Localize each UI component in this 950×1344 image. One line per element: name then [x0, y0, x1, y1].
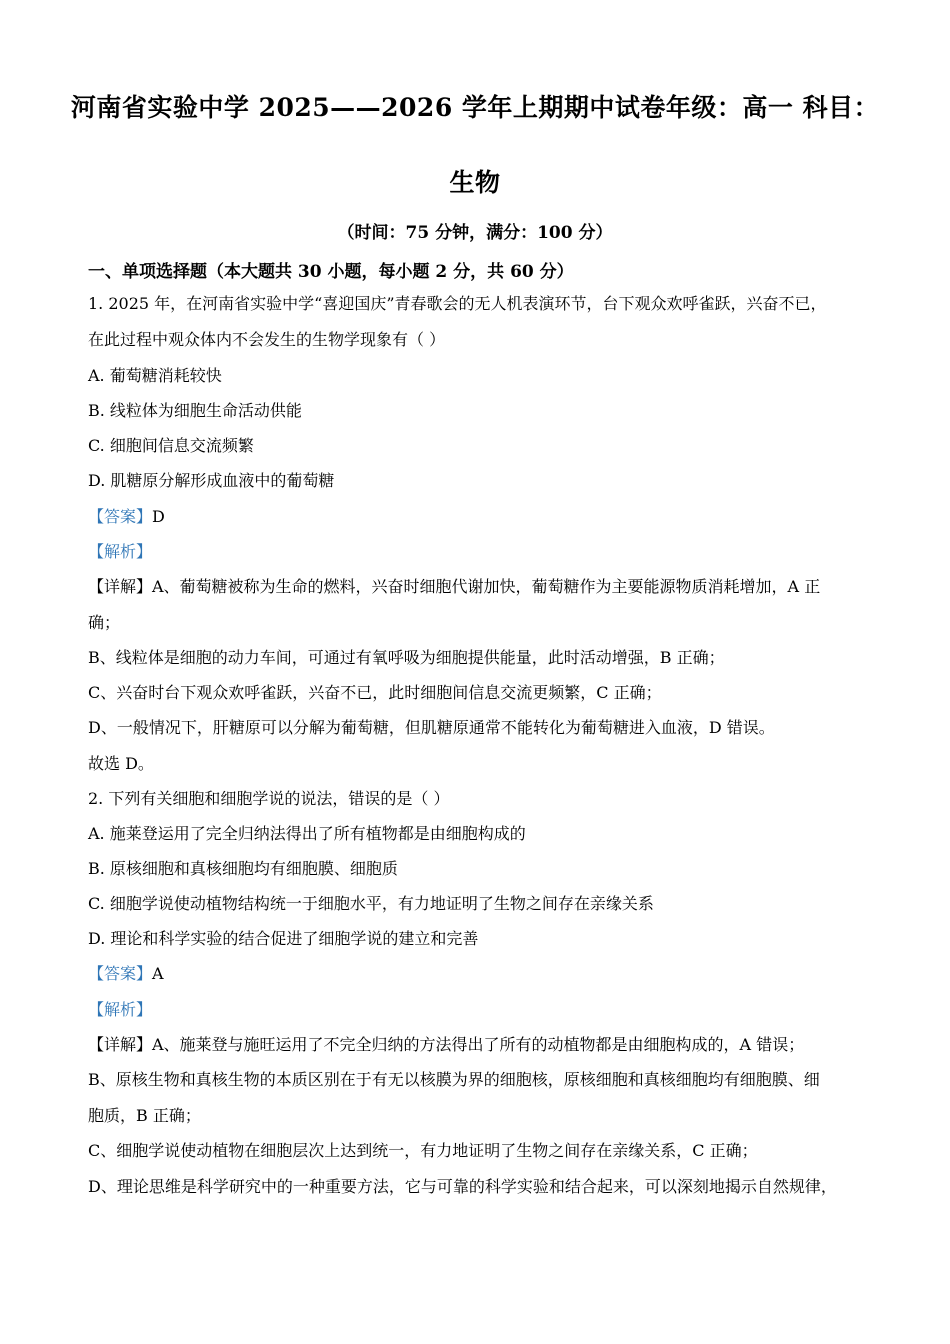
answer-value: D: [152, 507, 165, 526]
q2-detail-line4: C、细胞学说使动植物在细胞层次上达到统一，有力地证明了生物之间存在亲缘关系，C 正确；: [88, 1141, 758, 1160]
q1-detail-line3: B、线粒体是细胞的动力车间，可通过有氧呼吸为细胞提供能量，此时活动增强，B 正确；: [88, 648, 725, 667]
page-title: 河南省实验中学 2025——2026 学年上期期中试卷年级：高一 科目：: [70, 93, 880, 122]
q2-option-d: D. 理论和科学实验的结合促进了细胞学说的建立和完善: [88, 929, 479, 948]
q1-option-d: D. 肌糖原分解形成血液中的葡萄糖: [88, 471, 335, 490]
q2-detail-line3: 胞质，B 正确；: [88, 1106, 201, 1125]
q1-stem-line1: 1. 2025 年，在河南省实验中学“喜迎国庆”青春歌会的无人机表演环节，台下观众欢呼雀跃，兴奋不已，: [88, 294, 827, 313]
q1-option-b: B. 线粒体为细胞生命活动供能: [88, 401, 302, 420]
exam-time-info: （时间：75 分钟，满分：100 分）: [337, 223, 613, 243]
q2-detail-line1: 【详解】A、施莱登与施旺运用了不完全归纳的方法得出了所有的动植物都是由细胞构成的，A 错误；: [88, 1035, 805, 1054]
answer-tag: 【答案】: [88, 964, 153, 983]
section-heading: 一、单项选择题（本大题共 30 小题，每小题 2 分，共 60 分）: [88, 262, 574, 282]
answer-tag: 【答案】: [88, 507, 153, 526]
q2-answer: [88, 964, 164, 984]
q2-analysis-tag: 【解析】: [88, 1000, 153, 1019]
q1-detail-line4: C、兴奋时台下观众欢呼雀跃，兴奋不已，此时细胞间信息交流更频繁，C 正确；: [88, 683, 662, 702]
q1-detail-line5: D、一般情况下，肝糖原可以分解为葡萄糖，但肌糖原通常不能转化为葡萄糖进入血液，D 错误。: [88, 718, 775, 737]
q1-option-a: A. 葡萄糖消耗较快: [88, 366, 222, 385]
q2-option-a: A. 施莱登运用了完全归纳法得出了所有植物都是由细胞构成的: [88, 824, 526, 843]
q1-stem-line2: 在此过程中观众体内不会发生的生物学现象有（ ）: [88, 330, 446, 349]
q1-option-c: C. 细胞间信息交流频繁: [88, 436, 254, 455]
q2-option-b: B. 原核细胞和真核细胞均有细胞膜、细胞质: [88, 859, 398, 878]
q1-answer: [88, 507, 165, 527]
answer-value: A: [152, 964, 164, 983]
q1-conclusion: 故选 D。: [88, 754, 154, 773]
q2-stem: 2. 下列有关细胞和细胞学说的说法，错误的是（ ）: [88, 789, 450, 808]
q2-detail-line5: D、理论思维是科学研究中的一种重要方法，它与可靠的科学实验和结合起来，可以深刻地揭示自然规律，: [88, 1177, 837, 1196]
subject-title: 生物: [449, 168, 501, 197]
q1-detail-line2: 确；: [88, 613, 121, 632]
q1-detail-line1: 【详解】A、葡萄糖被称为生命的燃料，兴奋时细胞代谢加快，葡萄糖作为主要能源物质消耗增加，A 正: [88, 577, 821, 596]
q2-detail-line2: B、原核生物和真核生物的本质区别在于有无以核膜为界的细胞核，原核细胞和真核细胞均有细胞膜、细: [88, 1070, 820, 1089]
q2-option-c: C. 细胞学说使动植物结构统一于细胞水平，有力地证明了生物之间存在亲缘关系: [88, 894, 654, 913]
q1-analysis-tag: 【解析】: [88, 542, 153, 561]
